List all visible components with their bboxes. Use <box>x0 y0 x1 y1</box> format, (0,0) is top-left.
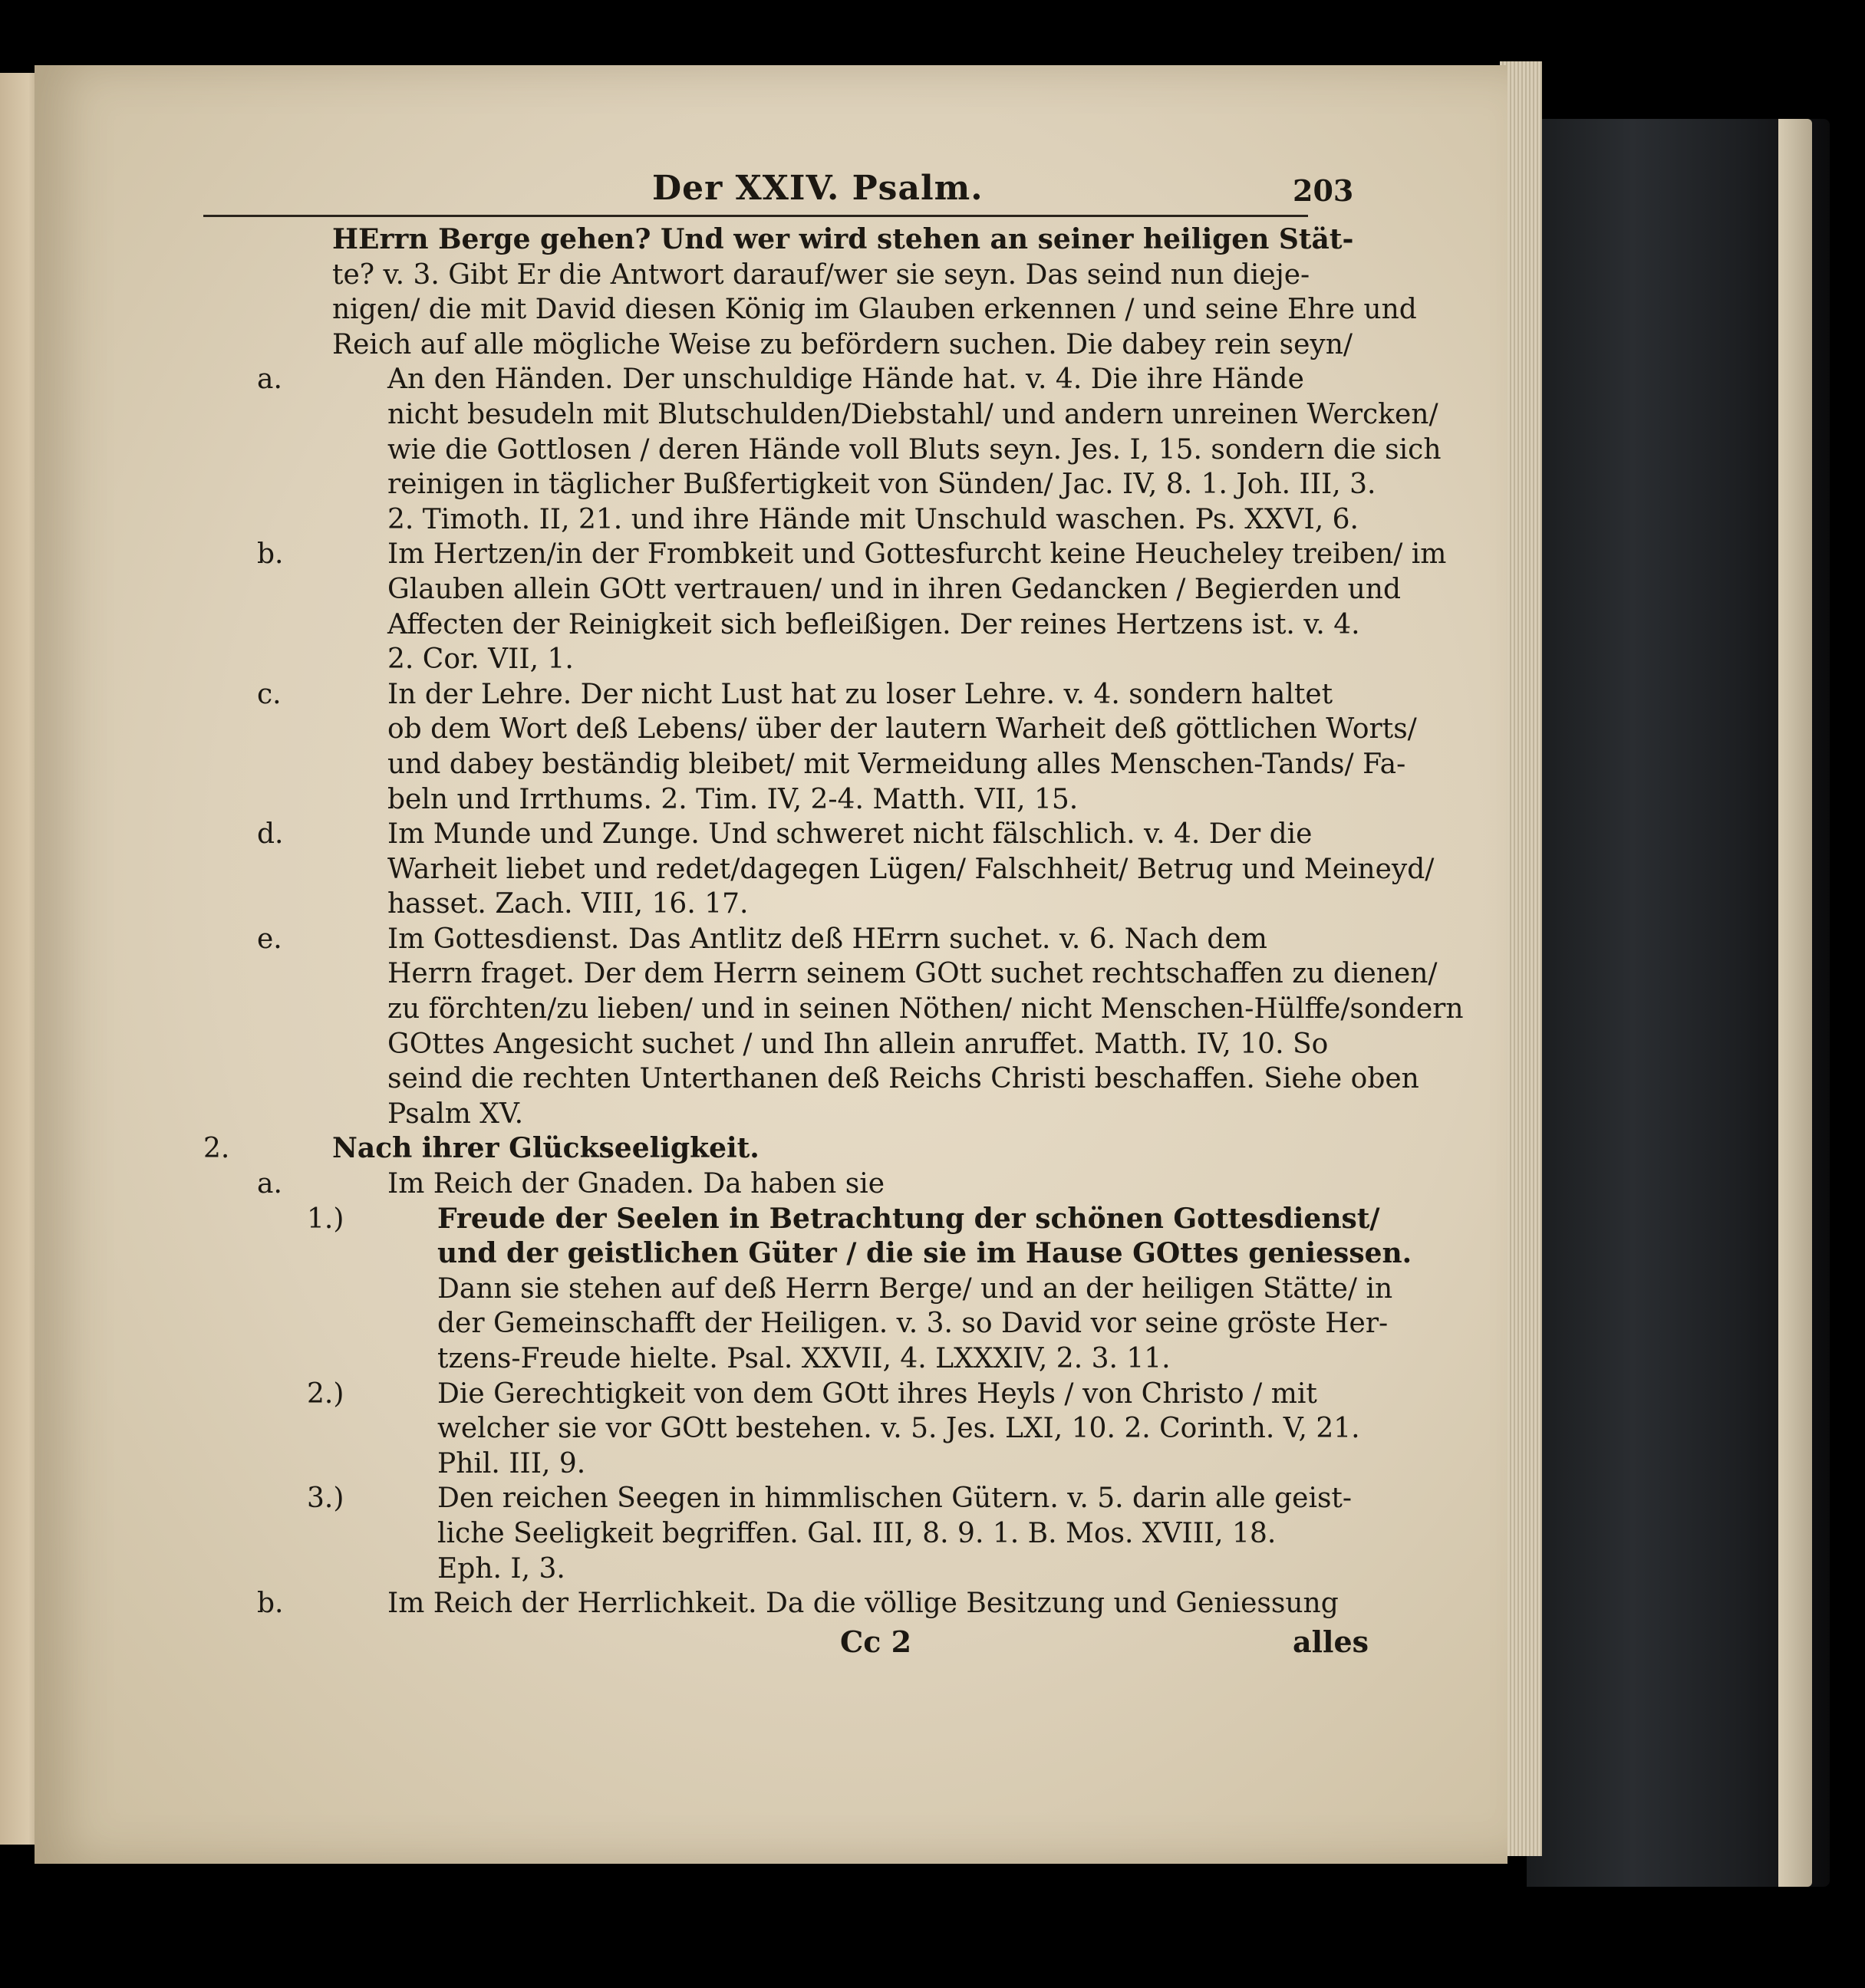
line-text: Phil. III, 9. <box>437 1447 586 1479</box>
list-marker: a. <box>257 1168 282 1200</box>
text-line <box>203 1097 1369 1132</box>
text-line <box>203 327 1369 363</box>
line-text: beln und Irrthums. 2. Tim. IV, 2-4. Matth. VII, 15. <box>387 783 1079 815</box>
text-line <box>203 712 1417 747</box>
line-text: Glauben allein GOtt vertrauen/ und in ihren Gedancken / Begierden und <box>387 573 1402 605</box>
line-text: tzens-Freude hielte. Psal. XXVII, 4. LXXXIV, 2. 3. 11. <box>437 1343 1171 1374</box>
line-text: seind die rechten Unterthanen deß Reichs Christi beschaffen. Siehe oben <box>387 1063 1419 1095</box>
text-line <box>203 1236 1412 1272</box>
running-title: Der XXIV. Psalm. <box>652 169 984 208</box>
line-text: Die Gerechtigkeit von dem GOtt ihres Heyls / von Christo / mit <box>437 1377 1317 1410</box>
line-text: und der geistlichen Güter / die sie im Hause GOttes geniessen. <box>437 1237 1412 1270</box>
line-text: Im Gottesdienst. Das Antlitz deß HErrn suchet. v. 6. Nach dem <box>387 923 1267 955</box>
book-page <box>35 65 1507 1864</box>
line-text: Im Reich der Gnaden. Da haben sie <box>387 1168 885 1200</box>
text-line <box>203 1306 1389 1341</box>
text-line <box>203 607 1369 643</box>
list-marker: d. <box>257 818 284 851</box>
text-line <box>203 1272 1393 1307</box>
text-line <box>203 922 1369 957</box>
list-marker: 2.) <box>307 1377 344 1410</box>
text-line <box>203 467 1376 502</box>
line-text: te? v. 3. Gibt Er die Antwort darauf/wer sie seyn. Das seind nun dieje- <box>332 258 1310 291</box>
line-text: zu förchten/zu lieben/ und in seinen Nöthen/ nicht Menschen-Hülffe/sondern <box>387 993 1464 1025</box>
line-text: nigen/ die mit David diesen König im Glauben erkennen / und seine Ehre und <box>332 294 1417 326</box>
list-marker: 1.) <box>307 1203 344 1235</box>
line-text: wie die Gottlosen / deren Hände voll Bluts seyn. Jes. I, 15. sondern die sich <box>387 433 1442 466</box>
line-text: ob dem Wort deß Lebens/ über der lautern Warheit deß göttlichen Worts/ <box>387 713 1417 746</box>
text-line <box>203 1447 1369 1482</box>
line-text: Nach ihrer Glückseeligkeit. <box>332 1132 760 1165</box>
text-line <box>203 502 1369 538</box>
line-text: Affecten der Reinigkeit sich befleißigen. Der reines Hertzens ist. v. 4. <box>387 608 1360 640</box>
catchword: alles <box>1293 1624 1369 1659</box>
text-line <box>203 433 1442 468</box>
text-line <box>203 887 1369 922</box>
text-line <box>203 1341 1369 1377</box>
text-line <box>203 362 1369 397</box>
line-text: nicht besudeln mit Blutschulden/Diebstahl/ und andern unreinen Wercken/ <box>387 398 1438 430</box>
text-line <box>203 1516 1369 1552</box>
line-text: und dabey beständig bleibet/ mit Vermeidung alles Menschen-Tands/ Fa- <box>387 748 1406 780</box>
list-marker: b. <box>257 1588 284 1620</box>
text-line <box>203 1027 1369 1062</box>
text-line <box>203 852 1435 887</box>
line-text: Psalm XV. <box>387 1098 524 1130</box>
text-line <box>203 1202 1380 1237</box>
text-line <box>203 1131 1369 1167</box>
text-line <box>203 537 1447 572</box>
text-line <box>203 1586 1369 1621</box>
text-line <box>203 642 1369 677</box>
list-marker: c. <box>257 678 282 710</box>
binding-edge <box>1778 119 1812 1887</box>
line-text: 2. Timoth. II, 21. und ihre Hände mit Unschuld waschen. Ps. XXVI, 6. <box>387 503 1359 535</box>
line-text: Im Munde und Zunge. Und schweret nicht fälschlich. v. 4. Der die <box>387 818 1313 851</box>
line-text: welcher sie vor GOtt bestehen. v. 5. Jes. LXI, 10. 2. Corinth. V, 21. <box>437 1413 1360 1445</box>
line-text: Im Hertzen/in der Frombkeit und Gottesfurcht keine Heucheley treiben/ im <box>387 538 1447 571</box>
text-line <box>203 782 1369 818</box>
line-text: Reich auf alle mögliche Weise zu befördern suchen. Die dabey rein seyn/ <box>332 328 1353 360</box>
list-marker: e. <box>257 923 282 955</box>
text-line <box>203 1552 1369 1587</box>
line-text: Dann sie stehen auf deß Herrn Berge/ und an der heiligen Stätte/ in <box>437 1272 1393 1305</box>
list-marker: 3.) <box>307 1483 344 1515</box>
page-footer <box>203 1624 1369 1663</box>
signature-mark: Cc 2 <box>840 1624 912 1659</box>
list-marker: a. <box>257 364 282 396</box>
line-text: GOttes Angesicht suchet / und Ihn allein anruffet. Matth. IV, 10. So <box>387 1028 1329 1060</box>
text-line <box>203 817 1369 852</box>
text-line <box>203 1411 1369 1447</box>
line-text: reinigen in täglicher Bußfertigkeit von Sünden/ Jac. IV, 8. 1. Joh. III, 3. <box>387 469 1376 501</box>
body-text <box>203 222 1464 1621</box>
header-rule <box>203 215 1308 217</box>
list-marker: 2. <box>203 1133 230 1165</box>
running-head <box>203 169 1369 222</box>
line-text: Warheit liebet und redet/dagegen Lügen/ Falschheit/ Betrug und Meineyd/ <box>387 853 1435 885</box>
text-line <box>203 1061 1419 1097</box>
text-line <box>203 258 1369 293</box>
text-line <box>203 1481 1369 1516</box>
text-line <box>203 992 1464 1027</box>
text-line <box>203 677 1369 713</box>
line-text: An den Händen. Der unschuldige Hände hat. v. 4. Die ihre Hände <box>387 364 1304 396</box>
text-line <box>203 292 1417 327</box>
line-text: Im Reich der Herrlichkeit. Da die völlige Besitzung und Geniessung <box>387 1588 1339 1620</box>
page-number: 203 <box>1293 173 1354 208</box>
page-content <box>203 169 1464 1663</box>
text-line <box>203 222 1369 258</box>
list-marker: b. <box>257 538 284 571</box>
text-line <box>203 572 1402 607</box>
text-line <box>203 1377 1369 1412</box>
line-text: HErrn Berge gehen? Und wer wird stehen an seiner heiligen Stät- <box>332 223 1354 255</box>
text-line <box>203 1167 1369 1202</box>
line-text: In der Lehre. Der nicht Lust hat zu loser Lehre. v. 4. sondern haltet <box>387 678 1333 710</box>
text-line <box>203 747 1406 782</box>
line-text: liche Seeligkeit begriffen. Gal. III, 8. 9. 1. B. Mos. XVIII, 18. <box>437 1517 1277 1549</box>
text-line <box>203 397 1438 433</box>
line-text: hasset. Zach. VIII, 16. 17. <box>387 888 749 920</box>
line-text: der Gemeinschafft der Heiligen. v. 3. so David vor seine gröste Her- <box>437 1308 1389 1340</box>
line-text: 2. Cor. VII, 1. <box>387 643 574 676</box>
line-text: Herrn fraget. Der dem Herrn seinem GOtt suchet rechtschaffen zu dienen/ <box>387 958 1438 990</box>
text-line <box>203 956 1438 992</box>
line-text: Den reichen Seegen in himmlischen Gütern. v. 5. darin alle geist- <box>437 1483 1353 1515</box>
line-text: Freude der Seelen in Betrachtung der schönen Gottesdienst/ <box>437 1202 1380 1235</box>
line-text: Eph. I, 3. <box>437 1552 565 1585</box>
